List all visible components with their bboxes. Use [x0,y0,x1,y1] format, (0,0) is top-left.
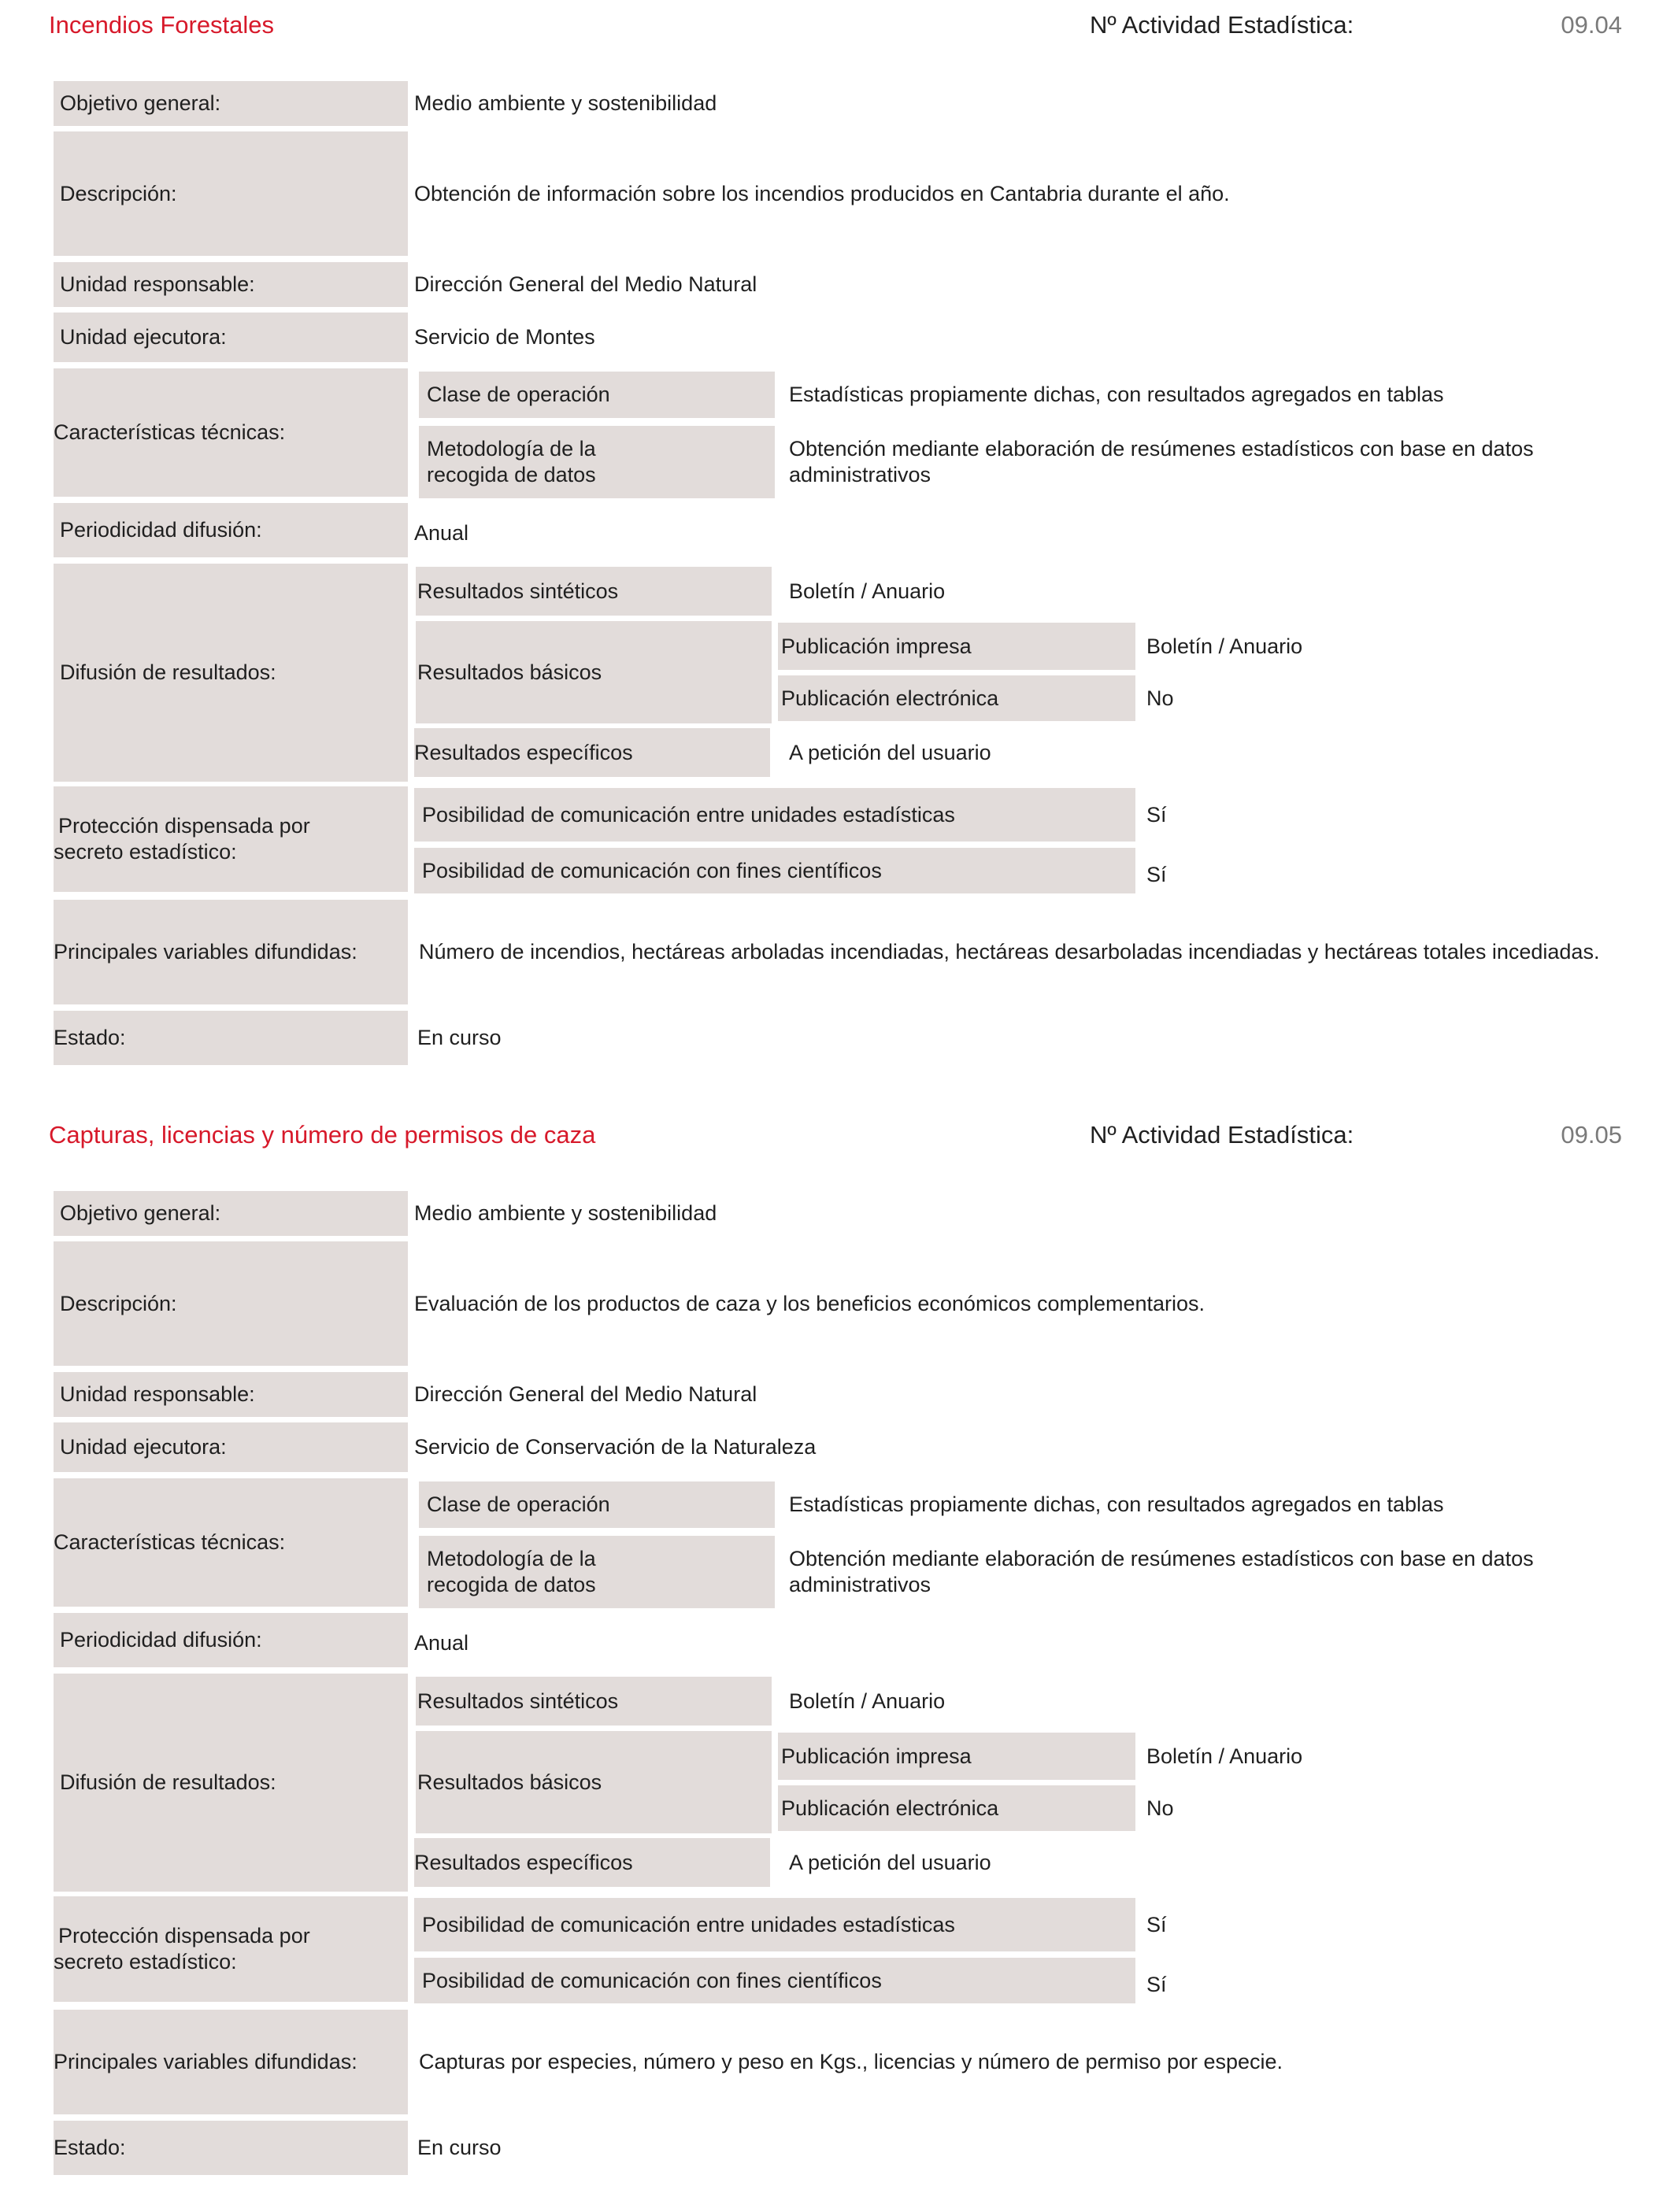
activity-number-label: Nº Actividad Estadística: [1090,11,1354,39]
activity-title: Incendios Forestales [49,11,275,39]
unidad-responsable-label: Unidad responsable: [54,1372,408,1417]
descripcion-value: Evaluación de los productos de caza y los beneficios económicos complementarios. [414,1291,1206,1315]
difusion-label: Difusión de resultados: [54,1674,408,1892]
clase-operacion-value: Estadísticas propiamente dichas, con resultados agregados en tablas [789,383,1444,406]
sinteticos-value: Boletín / Anuario [789,1689,946,1713]
descripcion-value: Obtención de información sobre los incendios producidos en Cantabria durante el año. [414,181,1230,205]
impresa-label: Publicación impresa [778,1733,1135,1780]
objetivo-value: Medio ambiente y sostenibilidad [414,91,717,115]
periodicidad-label: Periodicidad difusión: [54,503,408,557]
variables-value: Capturas por especies, número y peso en Kgs., licencias y número de permiso por especie. [419,2050,1283,2073]
unidad-ejecutora-label: Unidad ejecutora: [54,313,408,362]
periodicidad-label: Periodicidad difusión: [54,1613,408,1667]
especificos-value: A petición del usuario [789,740,991,764]
activity-title: Capturas, licencias y número de permisos de caza [49,1121,596,1149]
basicos-label: Resultados básicos [416,1731,772,1833]
caracteristicas-label: Características técnicas: [54,368,408,497]
comunicacion-cientificos-label: Posibilidad de comunicación con fines científicos [414,1958,1135,2003]
impresa-label: Publicación impresa [778,623,1135,670]
comunicacion-cientificos-label: Posibilidad de comunicación con fines científicos [414,848,1135,893]
difusion-label: Difusión de resultados: [54,564,408,782]
electronica-value: No [1146,1796,1174,1820]
activity-section [0,0,1674,1102]
activity-number: 09.04 [1561,11,1622,39]
impresa-value: Boletín / Anuario [1146,1744,1303,1768]
especificos-value: A petición del usuario [789,1850,991,1874]
proteccion-label: Protección dispensada por secreto estadístico: [54,786,408,892]
sinteticos-label: Resultados sintéticos [416,567,772,616]
estado-value: En curso [417,1026,502,1049]
unidad-ejecutora-value: Servicio de Conservación de la Naturaleza [414,1435,817,1459]
metodologia-value: Obtención mediante elaboración de resúmenes estadísticos con base en datos administrativos [789,1547,1534,1596]
comunicacion-unidades-label: Posibilidad de comunicación entre unidades estadísticas [414,788,1135,842]
metodologia-label: Metodología de la recogida de datos [419,1536,775,1608]
unidad-responsable-value: Dirección General del Medio Natural [414,1382,757,1406]
metodologia-label: Metodología de la recogida de datos [419,426,775,498]
estado-value: En curso [417,2136,502,2159]
activity-number: 09.05 [1561,1121,1622,1149]
unidad-ejecutora-value: Servicio de Montes [414,325,595,349]
unidad-ejecutora-label: Unidad ejecutora: [54,1422,408,1472]
especificos-label: Resultados específicos [414,1838,770,1887]
electronica-value: No [1146,686,1174,710]
objetivo-label: Objetivo general: [54,81,408,126]
clase-operacion-value: Estadísticas propiamente dichas, con resultados agregados en tablas [789,1493,1444,1516]
periodicidad-value: Anual [414,1631,469,1655]
electronica-label: Publicación electrónica [778,675,1135,721]
estado-label: Estado: [54,2121,408,2175]
estado-label: Estado: [54,1011,408,1065]
especificos-label: Resultados específicos [414,728,770,777]
variables-label: Principales variables difundidas: [54,900,408,1004]
comunicacion-cientificos-value: Sí [1146,1972,1167,1996]
unidad-responsable-label: Unidad responsable: [54,262,408,307]
descripcion-label: Descripción: [54,1241,408,1366]
sinteticos-label: Resultados sintéticos [416,1677,772,1726]
comunicacion-unidades-label: Posibilidad de comunicación entre unidades estadísticas [414,1898,1135,1951]
metodologia-value: Obtención mediante elaboración de resúmenes estadísticos con base en datos administrativos [789,437,1534,486]
periodicidad-value: Anual [414,521,469,545]
clase-operacion-label: Clase de operación [419,1481,775,1528]
activity-number-label: Nº Actividad Estadística: [1090,1121,1354,1149]
objetivo-label: Objetivo general: [54,1191,408,1236]
caracteristicas-label: Características técnicas: [54,1478,408,1607]
sinteticos-value: Boletín / Anuario [789,579,946,603]
basicos-label: Resultados básicos [416,621,772,723]
electronica-label: Publicación electrónica [778,1785,1135,1831]
clase-operacion-label: Clase de operación [419,372,775,418]
variables-label: Principales variables difundidas: [54,2010,408,2114]
unidad-responsable-value: Dirección General del Medio Natural [414,272,757,296]
activity-section [0,1110,1674,2212]
objetivo-value: Medio ambiente y sostenibilidad [414,1201,717,1225]
descripcion-label: Descripción: [54,131,408,256]
comunicacion-unidades-value: Sí [1146,1912,1167,1936]
proteccion-label: Protección dispensada por secreto estadístico: [54,1896,408,2002]
variables-value: Número de incendios, hectáreas arboladas incendiadas, hectáreas desarboladas incendiadas y hectáreas totales incediadas. [419,940,1600,964]
comunicacion-cientificos-value: Sí [1146,862,1167,886]
impresa-value: Boletín / Anuario [1146,634,1303,658]
comunicacion-unidades-value: Sí [1146,802,1167,827]
